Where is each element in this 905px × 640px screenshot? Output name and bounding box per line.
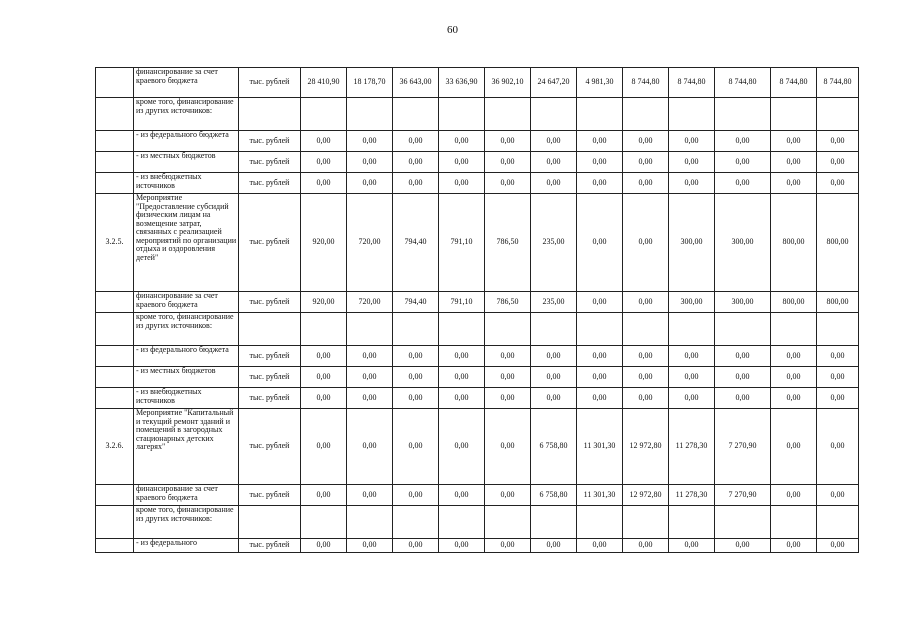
value-cell: 18 178,70: [347, 68, 393, 98]
table-row: [96, 346, 859, 367]
row-unit: тыс. рублей: [239, 485, 301, 506]
value-cell: 0,00: [817, 152, 859, 173]
value-cell: 794,40: [393, 194, 439, 292]
row-unit: [239, 98, 301, 131]
value-cell: 300,00: [715, 292, 771, 313]
value-cell: 0,00: [771, 367, 817, 388]
table-row: [96, 98, 859, 131]
value-cell: 0,00: [577, 131, 623, 152]
value-cell: [817, 313, 859, 346]
row-unit: тыс. рублей: [239, 367, 301, 388]
row-code: [96, 388, 134, 409]
value-cell: 0,00: [771, 409, 817, 485]
value-cell: 0,00: [817, 485, 859, 506]
row-code: [96, 346, 134, 367]
value-cell: [623, 506, 669, 539]
row-code: [96, 539, 134, 553]
value-cell: 0,00: [301, 173, 347, 194]
value-cell: 0,00: [531, 131, 577, 152]
value-cell: 0,00: [347, 173, 393, 194]
value-cell: 0,00: [771, 173, 817, 194]
row-code: 3.2.5.: [96, 194, 134, 292]
value-cell: 0,00: [669, 131, 715, 152]
table-row: [96, 131, 859, 152]
table-row: [96, 152, 859, 173]
row-name: - из внебюджетных источников: [134, 173, 239, 194]
value-cell: [531, 506, 577, 539]
value-cell: 0,00: [439, 388, 485, 409]
value-cell: [715, 506, 771, 539]
row-unit: [239, 506, 301, 539]
value-cell: 0,00: [439, 485, 485, 506]
value-cell: [817, 98, 859, 131]
value-cell: 0,00: [817, 539, 859, 553]
row-code: [96, 68, 134, 98]
row-code: [96, 367, 134, 388]
value-cell: 0,00: [771, 539, 817, 553]
row-name: - из внебюджетных источников: [134, 388, 239, 409]
row-name: - из федерального: [134, 539, 239, 553]
value-cell: 720,00: [347, 292, 393, 313]
value-cell: 0,00: [577, 292, 623, 313]
value-cell: 0,00: [715, 152, 771, 173]
value-cell: 0,00: [817, 409, 859, 485]
row-code: 3.2.6.: [96, 409, 134, 485]
value-cell: 0,00: [393, 152, 439, 173]
value-cell: 8 744,80: [669, 68, 715, 98]
value-cell: 0,00: [715, 388, 771, 409]
value-cell: 0,00: [439, 173, 485, 194]
value-cell: 0,00: [577, 173, 623, 194]
value-cell: [347, 98, 393, 131]
value-cell: 24 647,20: [531, 68, 577, 98]
value-cell: 0,00: [485, 152, 531, 173]
row-code: [96, 292, 134, 313]
table-row: [96, 539, 859, 553]
value-cell: 0,00: [771, 485, 817, 506]
value-cell: [301, 98, 347, 131]
value-cell: 0,00: [577, 388, 623, 409]
value-cell: 0,00: [771, 388, 817, 409]
value-cell: 0,00: [393, 539, 439, 553]
value-cell: [393, 98, 439, 131]
value-cell: 235,00: [531, 194, 577, 292]
value-cell: 0,00: [301, 388, 347, 409]
table-row: [96, 313, 859, 346]
value-cell: 7 270,90: [715, 409, 771, 485]
value-cell: 0,00: [347, 152, 393, 173]
value-cell: 0,00: [715, 131, 771, 152]
value-cell: 0,00: [485, 539, 531, 553]
value-cell: 0,00: [347, 409, 393, 485]
value-cell: 8 744,80: [623, 68, 669, 98]
value-cell: 920,00: [301, 292, 347, 313]
row-name: - из местных бюджетов: [134, 367, 239, 388]
value-cell: [393, 313, 439, 346]
row-unit: тыс. рублей: [239, 173, 301, 194]
value-cell: [485, 506, 531, 539]
value-cell: [623, 313, 669, 346]
row-code: [96, 131, 134, 152]
row-name: кроме того, финансирование из других источников:: [134, 313, 239, 346]
value-cell: 36 643,00: [393, 68, 439, 98]
value-cell: 0,00: [715, 539, 771, 553]
value-cell: 0,00: [715, 346, 771, 367]
value-cell: 0,00: [393, 367, 439, 388]
table-row: [96, 506, 859, 539]
row-code: [96, 506, 134, 539]
value-cell: 0,00: [623, 388, 669, 409]
value-cell: 0,00: [301, 539, 347, 553]
value-cell: 0,00: [817, 173, 859, 194]
value-cell: 6 758,80: [531, 409, 577, 485]
row-unit: тыс. рублей: [239, 292, 301, 313]
value-cell: 0,00: [669, 367, 715, 388]
table-row: [96, 485, 859, 506]
value-cell: 6 758,80: [531, 485, 577, 506]
value-cell: 0,00: [485, 388, 531, 409]
row-name: кроме того, финансирование из других источников:: [134, 98, 239, 131]
row-name: - из федерального бюджета: [134, 346, 239, 367]
table-row: [96, 173, 859, 194]
value-cell: 33 636,90: [439, 68, 485, 98]
value-cell: [301, 506, 347, 539]
page-number: 60: [447, 24, 458, 36]
value-cell: 7 270,90: [715, 485, 771, 506]
value-cell: 0,00: [393, 388, 439, 409]
value-cell: 0,00: [347, 485, 393, 506]
table-row: [96, 68, 859, 98]
value-cell: 0,00: [669, 388, 715, 409]
value-cell: 0,00: [623, 292, 669, 313]
value-cell: 0,00: [623, 346, 669, 367]
value-cell: [347, 506, 393, 539]
row-name: Мероприятие "Предоставление субсидий физическим лицам на возмещение затрат, связанных с реализацией мероприятий по организации отдыха и оздоровления детей": [134, 194, 239, 292]
value-cell: 0,00: [301, 152, 347, 173]
value-cell: 800,00: [817, 292, 859, 313]
value-cell: 0,00: [347, 539, 393, 553]
row-name: - из федерального бюджета: [134, 131, 239, 152]
value-cell: 12 972,80: [623, 485, 669, 506]
value-cell: [439, 313, 485, 346]
value-cell: 0,00: [771, 346, 817, 367]
value-cell: 11 278,30: [669, 485, 715, 506]
table-row: [96, 194, 859, 292]
value-cell: 0,00: [347, 388, 393, 409]
value-cell: 11 301,30: [577, 409, 623, 485]
value-cell: 0,00: [623, 173, 669, 194]
value-cell: 0,00: [817, 131, 859, 152]
value-cell: 0,00: [485, 131, 531, 152]
value-cell: 800,00: [771, 292, 817, 313]
value-cell: 0,00: [817, 346, 859, 367]
value-cell: 0,00: [301, 131, 347, 152]
row-unit: тыс. рублей: [239, 194, 301, 292]
row-unit: тыс. рублей: [239, 152, 301, 173]
value-cell: 0,00: [531, 388, 577, 409]
table-row: [96, 388, 859, 409]
value-cell: 786,50: [485, 292, 531, 313]
value-cell: 4 981,30: [577, 68, 623, 98]
value-cell: 0,00: [577, 194, 623, 292]
value-cell: 791,10: [439, 194, 485, 292]
value-cell: 0,00: [393, 485, 439, 506]
value-cell: 0,00: [623, 194, 669, 292]
row-name: финансирование за счет краевого бюджета: [134, 68, 239, 98]
value-cell: 0,00: [485, 409, 531, 485]
value-cell: 0,00: [439, 367, 485, 388]
value-cell: [771, 313, 817, 346]
value-cell: [439, 506, 485, 539]
value-cell: 11 278,30: [669, 409, 715, 485]
value-cell: 0,00: [531, 367, 577, 388]
value-cell: [577, 313, 623, 346]
value-cell: 0,00: [623, 367, 669, 388]
row-unit: тыс. рублей: [239, 409, 301, 485]
value-cell: 0,00: [817, 388, 859, 409]
value-cell: 0,00: [715, 367, 771, 388]
value-cell: 0,00: [669, 173, 715, 194]
value-cell: 800,00: [817, 194, 859, 292]
budget-table: [95, 67, 859, 553]
table-row: [96, 409, 859, 485]
value-cell: 0,00: [393, 346, 439, 367]
row-unit: [239, 313, 301, 346]
row-name: - из местных бюджетов: [134, 152, 239, 173]
value-cell: 235,00: [531, 292, 577, 313]
value-cell: 0,00: [669, 152, 715, 173]
value-cell: 786,50: [485, 194, 531, 292]
value-cell: [531, 313, 577, 346]
row-unit: тыс. рублей: [239, 68, 301, 98]
row-code: [96, 485, 134, 506]
value-cell: 0,00: [485, 173, 531, 194]
value-cell: 0,00: [531, 152, 577, 173]
table-row: [96, 292, 859, 313]
value-cell: 0,00: [531, 346, 577, 367]
row-code: [96, 152, 134, 173]
row-code: [96, 173, 134, 194]
value-cell: 0,00: [301, 346, 347, 367]
value-cell: 0,00: [485, 485, 531, 506]
row-unit: тыс. рублей: [239, 388, 301, 409]
value-cell: [439, 98, 485, 131]
value-cell: 794,40: [393, 292, 439, 313]
row-code: [96, 98, 134, 131]
value-cell: 800,00: [771, 194, 817, 292]
row-unit: тыс. рублей: [239, 539, 301, 553]
value-cell: 0,00: [771, 152, 817, 173]
value-cell: [771, 98, 817, 131]
row-name: финансирование за счет краевого бюджета: [134, 485, 239, 506]
value-cell: 920,00: [301, 194, 347, 292]
value-cell: 791,10: [439, 292, 485, 313]
value-cell: 0,00: [439, 409, 485, 485]
value-cell: [715, 98, 771, 131]
row-name: Мероприятие "Капитальный и текущий ремонт зданий и помещений в загородных стационарных детских лагерях": [134, 409, 239, 485]
value-cell: 300,00: [669, 194, 715, 292]
row-unit: тыс. рублей: [239, 131, 301, 152]
value-cell: 0,00: [393, 131, 439, 152]
value-cell: [531, 98, 577, 131]
value-cell: 0,00: [393, 409, 439, 485]
value-cell: 0,00: [715, 173, 771, 194]
value-cell: 0,00: [301, 485, 347, 506]
value-cell: 0,00: [817, 367, 859, 388]
value-cell: 0,00: [439, 152, 485, 173]
value-cell: 0,00: [531, 539, 577, 553]
value-cell: 0,00: [439, 131, 485, 152]
value-cell: 0,00: [623, 131, 669, 152]
table-row: [96, 367, 859, 388]
value-cell: [393, 506, 439, 539]
value-cell: 0,00: [531, 173, 577, 194]
value-cell: 0,00: [669, 539, 715, 553]
value-cell: [623, 98, 669, 131]
value-cell: 36 902,10: [485, 68, 531, 98]
value-cell: 0,00: [669, 346, 715, 367]
value-cell: 12 972,80: [623, 409, 669, 485]
value-cell: [669, 506, 715, 539]
value-cell: 0,00: [439, 539, 485, 553]
value-cell: 0,00: [347, 367, 393, 388]
value-cell: 8 744,80: [715, 68, 771, 98]
value-cell: 0,00: [301, 367, 347, 388]
value-cell: 8 744,80: [771, 68, 817, 98]
value-cell: 0,00: [439, 346, 485, 367]
value-cell: [669, 98, 715, 131]
value-cell: [485, 98, 531, 131]
value-cell: [771, 506, 817, 539]
row-name: финансирование за счет краевого бюджета: [134, 292, 239, 313]
value-cell: 0,00: [577, 367, 623, 388]
value-cell: 11 301,30: [577, 485, 623, 506]
value-cell: 28 410,90: [301, 68, 347, 98]
value-cell: [301, 313, 347, 346]
value-cell: 0,00: [623, 539, 669, 553]
value-cell: 300,00: [715, 194, 771, 292]
value-cell: [715, 313, 771, 346]
value-cell: 0,00: [301, 409, 347, 485]
value-cell: 8 744,80: [817, 68, 859, 98]
value-cell: 0,00: [347, 346, 393, 367]
value-cell: 0,00: [577, 152, 623, 173]
value-cell: 0,00: [577, 539, 623, 553]
value-cell: 0,00: [623, 152, 669, 173]
row-code: [96, 313, 134, 346]
value-cell: 0,00: [577, 346, 623, 367]
row-unit: тыс. рублей: [239, 346, 301, 367]
value-cell: [485, 313, 531, 346]
value-cell: [817, 506, 859, 539]
value-cell: 0,00: [393, 173, 439, 194]
value-cell: 0,00: [771, 131, 817, 152]
value-cell: 300,00: [669, 292, 715, 313]
value-cell: [577, 506, 623, 539]
value-cell: 0,00: [485, 367, 531, 388]
value-cell: [577, 98, 623, 131]
value-cell: 720,00: [347, 194, 393, 292]
value-cell: 0,00: [347, 131, 393, 152]
row-name: кроме того, финансирование из других источников:: [134, 506, 239, 539]
value-cell: 0,00: [485, 346, 531, 367]
value-cell: [669, 313, 715, 346]
value-cell: [347, 313, 393, 346]
